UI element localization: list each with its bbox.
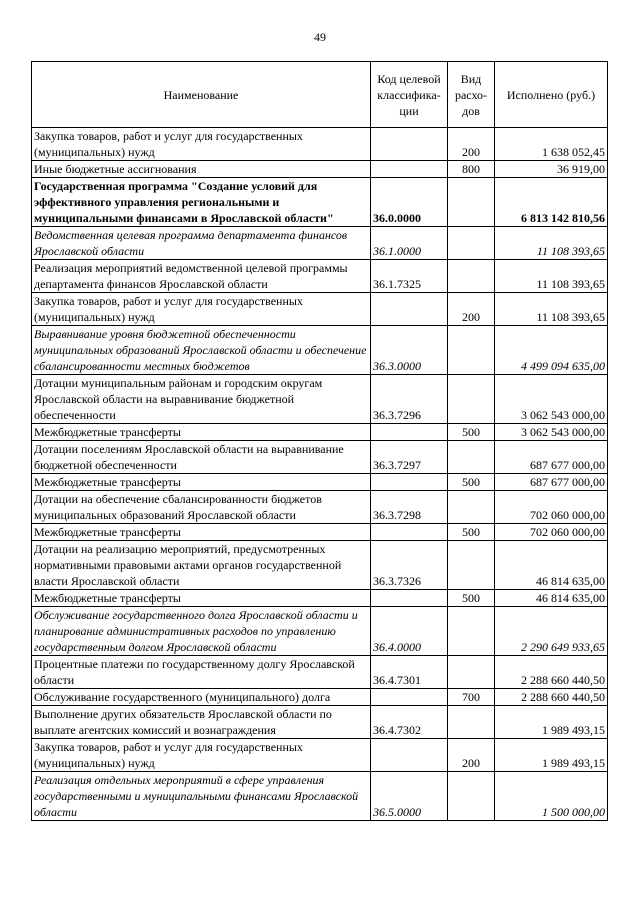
table-row — [32, 739, 608, 772]
cell-name: Закупка товаров, работ и услуг для государственных (муниципальных) нужд — [32, 128, 371, 161]
cell-code: 36.3.7296 — [371, 375, 448, 424]
cell-code — [371, 293, 448, 326]
budget-table — [31, 61, 608, 821]
cell-kind: 200 — [448, 739, 495, 772]
cell-name: Дотации муниципальным районам и городским округам Ярославской области на выравнивание бюджетной обеспеченности — [32, 375, 371, 424]
cell-code — [371, 474, 448, 491]
table-row — [32, 161, 608, 178]
cell-code: 36.4.0000 — [371, 607, 448, 656]
cell-kind — [448, 260, 495, 293]
cell-name: Закупка товаров, работ и услуг для государственных (муниципальных) нужд — [32, 293, 371, 326]
cell-code: 36.3.7326 — [371, 541, 448, 590]
cell-code: 36.1.0000 — [371, 227, 448, 260]
cell-sum: 11 108 393,65 — [495, 227, 608, 260]
header-name: Наименование — [32, 62, 371, 128]
cell-code — [371, 161, 448, 178]
table-row — [32, 375, 608, 424]
cell-sum: 702 060 000,00 — [495, 524, 608, 541]
table-row — [32, 474, 608, 491]
cell-code — [371, 590, 448, 607]
cell-sum: 3 062 543 000,00 — [495, 375, 608, 424]
cell-name: Закупка товаров, работ и услуг для государственных (муниципальных) нужд — [32, 739, 371, 772]
cell-name: Реализация отдельных мероприятий в сфере управления государственными и муниципальными финансами Ярославской области — [32, 772, 371, 821]
cell-sum: 687 677 000,00 — [495, 441, 608, 474]
cell-kind — [448, 178, 495, 227]
cell-code — [371, 424, 448, 441]
cell-kind — [448, 772, 495, 821]
cell-kind — [448, 607, 495, 656]
cell-kind: 500 — [448, 590, 495, 607]
table-row — [32, 524, 608, 541]
cell-sum: 6 813 142 810,56 — [495, 178, 608, 227]
cell-code — [371, 739, 448, 772]
cell-kind: 800 — [448, 161, 495, 178]
cell-code — [371, 128, 448, 161]
cell-sum: 36 919,00 — [495, 161, 608, 178]
table-row — [32, 689, 608, 706]
cell-sum: 2 288 660 440,50 — [495, 656, 608, 689]
cell-kind: 200 — [448, 128, 495, 161]
cell-sum: 1 989 493,15 — [495, 706, 608, 739]
table-row — [32, 178, 608, 227]
cell-sum: 11 108 393,65 — [495, 293, 608, 326]
cell-sum: 46 814 635,00 — [495, 590, 608, 607]
cell-kind — [448, 656, 495, 689]
table-row — [32, 541, 608, 590]
table-row — [32, 293, 608, 326]
cell-code: 36.4.7302 — [371, 706, 448, 739]
table-row — [32, 772, 608, 821]
cell-code: 36.4.7301 — [371, 656, 448, 689]
header-sum: Исполнено (руб.) — [495, 62, 608, 128]
table-row — [32, 491, 608, 524]
cell-kind: 200 — [448, 293, 495, 326]
table-row — [32, 590, 608, 607]
table-row — [32, 706, 608, 739]
cell-code — [371, 524, 448, 541]
cell-kind: 500 — [448, 524, 495, 541]
cell-sum: 2 288 660 440,50 — [495, 689, 608, 706]
table-row — [32, 656, 608, 689]
cell-kind — [448, 491, 495, 524]
cell-sum: 1 989 493,15 — [495, 739, 608, 772]
header-code: Код целевой классифика-ции — [371, 62, 448, 128]
table-row — [32, 227, 608, 260]
cell-name: Межбюджетные трансферты — [32, 524, 371, 541]
table-row — [32, 607, 608, 656]
cell-name: Государственная программа "Создание условий для эффективного управления региональными и муниципальными финансами в Ярославской области" — [32, 178, 371, 227]
cell-code — [371, 689, 448, 706]
cell-kind — [448, 227, 495, 260]
page-number: 49 — [314, 30, 326, 44]
cell-name: Реализация мероприятий ведомственной целевой программы департамента финансов Ярославской области — [32, 260, 371, 293]
cell-kind — [448, 441, 495, 474]
table-row — [32, 326, 608, 375]
cell-name: Ведомственная целевая программа департамента финансов Ярославской области — [32, 227, 371, 260]
cell-code: 36.5.0000 — [371, 772, 448, 821]
cell-name: Выравнивание уровня бюджетной обеспеченности муниципальных образований Ярославской области и обеспечение сбалансированности местных бюджетов — [32, 326, 371, 375]
cell-name: Дотации на реализацию мероприятий, предусмотренных нормативными правовыми актами органов государственной власти Ярославской области — [32, 541, 371, 590]
cell-kind — [448, 326, 495, 375]
header-kind: Вид расхо-дов — [448, 62, 495, 128]
table-header — [32, 62, 608, 128]
table-row — [32, 260, 608, 293]
cell-name: Обслуживание государственного долга Ярославской области и планирование административных расходов по управлению государственным долгом Ярославской области — [32, 607, 371, 656]
cell-kind — [448, 541, 495, 590]
table-row — [32, 441, 608, 474]
cell-name: Межбюджетные трансферты — [32, 590, 371, 607]
cell-name: Дотации поселениям Ярославской области на выравнивание бюджетной обеспеченности — [32, 441, 371, 474]
cell-name: Обслуживание государственного (муниципального) долга — [32, 689, 371, 706]
cell-kind: 500 — [448, 424, 495, 441]
cell-code: 36.0.0000 — [371, 178, 448, 227]
cell-sum: 11 108 393,65 — [495, 260, 608, 293]
cell-name: Межбюджетные трансферты — [32, 424, 371, 441]
cell-code: 36.3.7298 — [371, 491, 448, 524]
table-row — [32, 424, 608, 441]
cell-name: Межбюджетные трансферты — [32, 474, 371, 491]
cell-code: 36.1.7325 — [371, 260, 448, 293]
cell-name: Дотации на обеспечение сбалансированности бюджетов муниципальных образований Ярославской области — [32, 491, 371, 524]
cell-name: Выполнение других обязательств Ярославской области по выплате агентских комиссий и вознаграждения — [32, 706, 371, 739]
cell-sum: 2 290 649 933,65 — [495, 607, 608, 656]
cell-sum: 1 638 052,45 — [495, 128, 608, 161]
cell-sum: 687 677 000,00 — [495, 474, 608, 491]
table-row — [32, 128, 608, 161]
cell-kind — [448, 706, 495, 739]
cell-kind: 500 — [448, 474, 495, 491]
cell-sum: 4 499 094 635,00 — [495, 326, 608, 375]
cell-name: Процентные платежи по государственному долгу Ярославской области — [32, 656, 371, 689]
cell-sum: 3 062 543 000,00 — [495, 424, 608, 441]
cell-kind — [448, 375, 495, 424]
cell-sum: 46 814 635,00 — [495, 541, 608, 590]
cell-sum: 702 060 000,00 — [495, 491, 608, 524]
cell-code: 36.3.0000 — [371, 326, 448, 375]
cell-kind: 700 — [448, 689, 495, 706]
cell-code: 36.3.7297 — [371, 441, 448, 474]
cell-name: Иные бюджетные ассигнования — [32, 161, 371, 178]
cell-sum: 1 500 000,00 — [495, 772, 608, 821]
